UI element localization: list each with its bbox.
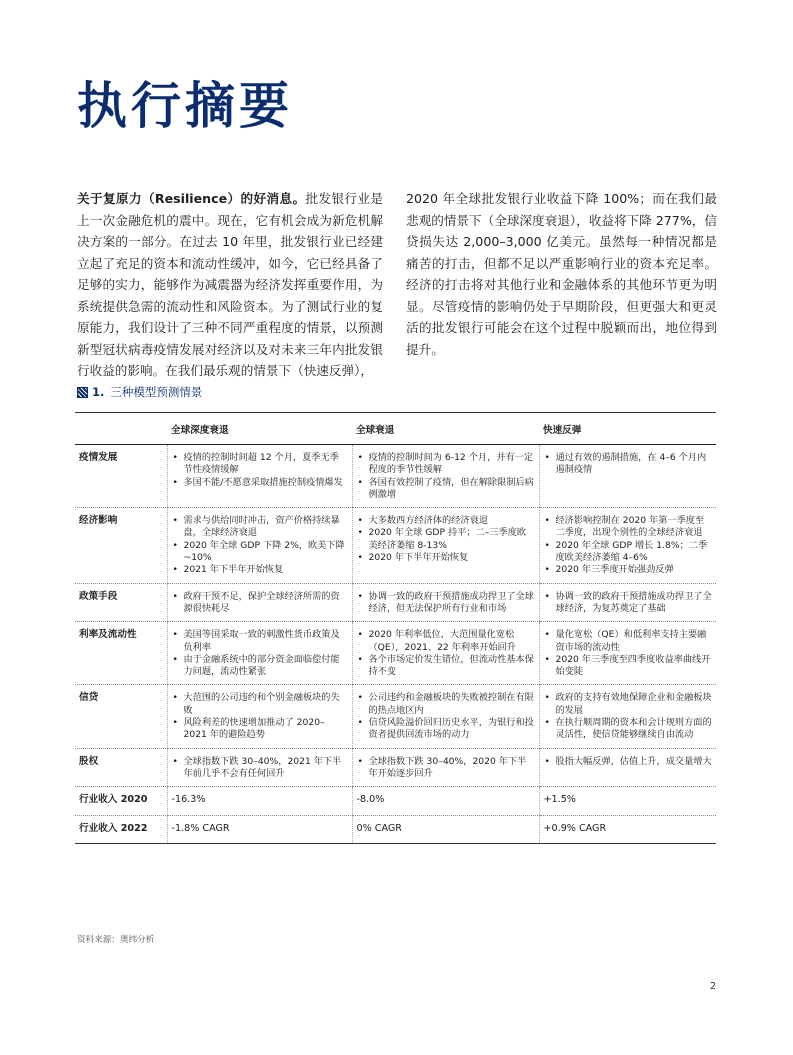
bullet-item: • 多国不能/不愿意采取措施控制疫情爆发 [172, 477, 348, 489]
table-cell [167, 748, 352, 787]
figure-icon [77, 387, 88, 398]
bullet-item: • 需求与供给同时冲击，资产价格持续暴盘，全球经济衰退 [172, 515, 348, 540]
revenue-value: -1.8% CAGR [167, 815, 352, 843]
table-cell [167, 508, 352, 583]
table-row [75, 622, 716, 685]
bullet-item: • 风险利差的快速增加推动了 2020–2021 年的避险趋势 [172, 717, 348, 742]
row-label: 经济影响 [75, 508, 167, 583]
revenue-row [75, 787, 716, 815]
header-empty [75, 413, 167, 445]
row-label: 疫情发展 [75, 445, 167, 508]
revenue-value: -16.3% [167, 787, 352, 815]
table-row [75, 583, 716, 622]
table-cell [352, 685, 539, 748]
bullet-list [357, 452, 535, 501]
bullet-item: • 2020 年三季度至四季度收益率曲线开始变陡 [544, 654, 713, 679]
revenue-value: +0.9% CAGR [539, 815, 716, 843]
table-cell [539, 748, 716, 787]
bullet-item: • 2020 年三季度开始强劲反弹 [544, 564, 713, 576]
table-cell [352, 622, 539, 685]
bullet-list [357, 692, 535, 741]
bullet-list [357, 591, 535, 616]
bullet-item: • 在执行顺周期的资本和会计规则方面的灵活性，使信贷能够继续自由流动 [544, 717, 713, 742]
table-cell [167, 445, 352, 508]
row-label: 股权 [75, 748, 167, 787]
intro-right-column: 2020 年全球批发银行业收益下降 100%；而在我们最悲观的情景下（全球深度衰退），收益将下降 277%，信贷损失达 2,000–3,000 亿美元。虽然每一种情况都是痛苦的打击，但都不足以严重影响行业的资本充足率。经济的打击将对其他行业和金融体系的其他环节更为明显。尽管疫情的影响仍处于早期阶段，但更强大和更灵活的批发银行可能会在这个过程中脱颖而出，地位得到提升。 [406, 191, 717, 357]
intro-lead: 关于复原力（Resilience）的好消息。 [77, 191, 306, 206]
header-deep-recession: 全球深度衰退 [167, 413, 352, 445]
bullet-list [544, 692, 713, 741]
bullet-item: • 股指大幅反弹，估值上升，成交量增大 [544, 756, 713, 768]
bullet-item: • 大范围的公司违约和个别金融板块的失败 [172, 692, 348, 717]
bullet-list [544, 756, 713, 768]
bullet-item: • 量化宽松（QE）和低利率支持主要融资市场的流动性 [544, 629, 713, 654]
figure-caption [77, 384, 202, 400]
bullet-item: • 信贷风险溢价回归历史水平，为银行和投资者提供回流市场的动力 [357, 717, 535, 742]
bullet-list [172, 629, 348, 678]
revenue-value: +1.5% [539, 787, 716, 815]
bullet-item: • 政府干预不足，保护全球经济所需的资源很快耗尽 [172, 591, 348, 616]
bullet-item: • 2020 年全球 GDP 增长 1.8%；二季度欧美经济萎缩 4–6% [544, 540, 713, 565]
revenue-label: 行业收入 2020 [75, 787, 167, 815]
table-cell [539, 685, 716, 748]
table-cell [352, 748, 539, 787]
bullet-item: • 2020 年全球 GDP 下降 2%，欧美下降 ~10% [172, 540, 348, 565]
page-title: 执行摘要 [77, 77, 293, 135]
revenue-label: 行业收入 2022 [75, 815, 167, 843]
bullet-list [172, 756, 348, 781]
table-cell [539, 583, 716, 622]
bullet-item: • 2020 年全球 GDP 持平；二–三季度欧美经济萎缩 8-13% [357, 527, 535, 552]
bullet-item: • 各个市场定价发生错位，但流动性基本保持不变 [357, 654, 535, 679]
bullet-item: • 2020 年下半年开始恢复 [357, 552, 535, 564]
table-cell [167, 622, 352, 685]
table-row [75, 445, 716, 508]
table-row [75, 508, 716, 583]
bullet-item: • 政府的支持有效地保障企业和金融板块的发展 [544, 692, 713, 717]
bullet-list [544, 629, 713, 678]
bullet-list [544, 452, 713, 477]
table-cell [539, 622, 716, 685]
bullet-item: • 大多数西方经济体的经济衰退 [357, 515, 535, 527]
source-note: 资料来源：奥纬分析 [77, 935, 155, 945]
bullet-item: • 全球指数下跌 30–40%，2021 年下半年前几乎不会有任何回升 [172, 756, 348, 781]
bullet-list [544, 591, 713, 616]
table-header-row [75, 413, 716, 445]
table-row [75, 748, 716, 787]
bullet-item: • 疫情的控制时间超 12 个月，夏季无季节性疫情缓解 [172, 452, 348, 477]
table-cell [167, 685, 352, 748]
bullet-item: • 协调一致的政府干预措施成功捍卫了全球经济，但无法保护所有行业和市场 [357, 591, 535, 616]
bullet-item: • 协调一致的政府干预措施成功捍卫了全球经济，为复苏奠定了基础 [544, 591, 713, 616]
page-number: 2 [710, 981, 717, 992]
bullet-item: • 经济影响控制在 2020 年第一季度至二季度，出现个别性的全球经济衰退 [544, 515, 713, 540]
row-label: 政策手段 [75, 583, 167, 622]
bullet-list [172, 692, 348, 741]
figure-number: 1. [92, 385, 105, 399]
table-cell [539, 445, 716, 508]
header-recession: 全球衰退 [352, 413, 539, 445]
bullet-list [544, 515, 713, 576]
bullet-item: • 2021 年下半年开始恢复 [172, 564, 348, 576]
table-cell [539, 508, 716, 583]
revenue-row [75, 815, 716, 843]
bullet-list [357, 756, 535, 781]
bullet-item: • 2020 年利率低位，大范围量化宽松（QE），2021、22 年利率开始回升 [357, 629, 535, 654]
revenue-value: 0% CAGR [352, 815, 539, 843]
revenue-value: -8.0% [352, 787, 539, 815]
bullet-list [357, 515, 535, 564]
intro-left-column [77, 188, 383, 382]
row-label: 利率及流动性 [75, 622, 167, 685]
row-label: 信贷 [75, 685, 167, 748]
bullet-list [172, 452, 348, 489]
bullet-list [357, 629, 535, 678]
table-body [75, 445, 716, 844]
table-cell [167, 583, 352, 622]
intro-left-text: 批发银行业是上一次金融危机的震中。现在，它有机会成为新危机解决方案的一部分。在过去 10 年里，批发银行业已经建立起了充足的资本和流动性缓冲，如今，它已经具备了足够的实力，能够作为减震器为经济发挥重要作用，为系统提供急需的流动性和风险资本。为了测试行业的复原能力，我们设计了三种不同严重程度的情景，以预测新型冠状病毒疫情发展对经济以及对未来三年内批发银行收益的影响。在我们最乐观的情景下（快速反弹）， [77, 191, 384, 378]
bullet-item: • 全球指数下跌 30–40%，2020 年下半年开始逐步回升 [357, 756, 535, 781]
table-cell [352, 583, 539, 622]
bullet-list [172, 515, 348, 576]
bullet-item: • 公司违约和金融板块的失败被控制在有限的热点地区内 [357, 692, 535, 717]
table-cell [352, 445, 539, 508]
header-quick-rebound: 快速反弹 [539, 413, 716, 445]
bullet-item: • 疫情的控制时间为 6-12 个月，并有一定程度的季节性缓解 [357, 452, 535, 477]
table-row [75, 685, 716, 748]
figure-title: 三种模型预测情景 [110, 385, 203, 399]
bullet-item: • 由于金融系统中的部分资金面临偿付能力问题，流动性紧张 [172, 654, 348, 679]
bullet-list [172, 591, 348, 616]
bullet-item: • 通过有效的遏制措施，在 4–6 个月内遏制疫情 [544, 452, 713, 477]
scenario-table [75, 412, 716, 844]
table-cell [352, 508, 539, 583]
bullet-item: • 美国等国采取一致的刺激性货币政策及负利率 [172, 629, 348, 654]
bullet-item: • 各国有效控制了疫情，但在解除限制后病例激增 [357, 477, 535, 502]
